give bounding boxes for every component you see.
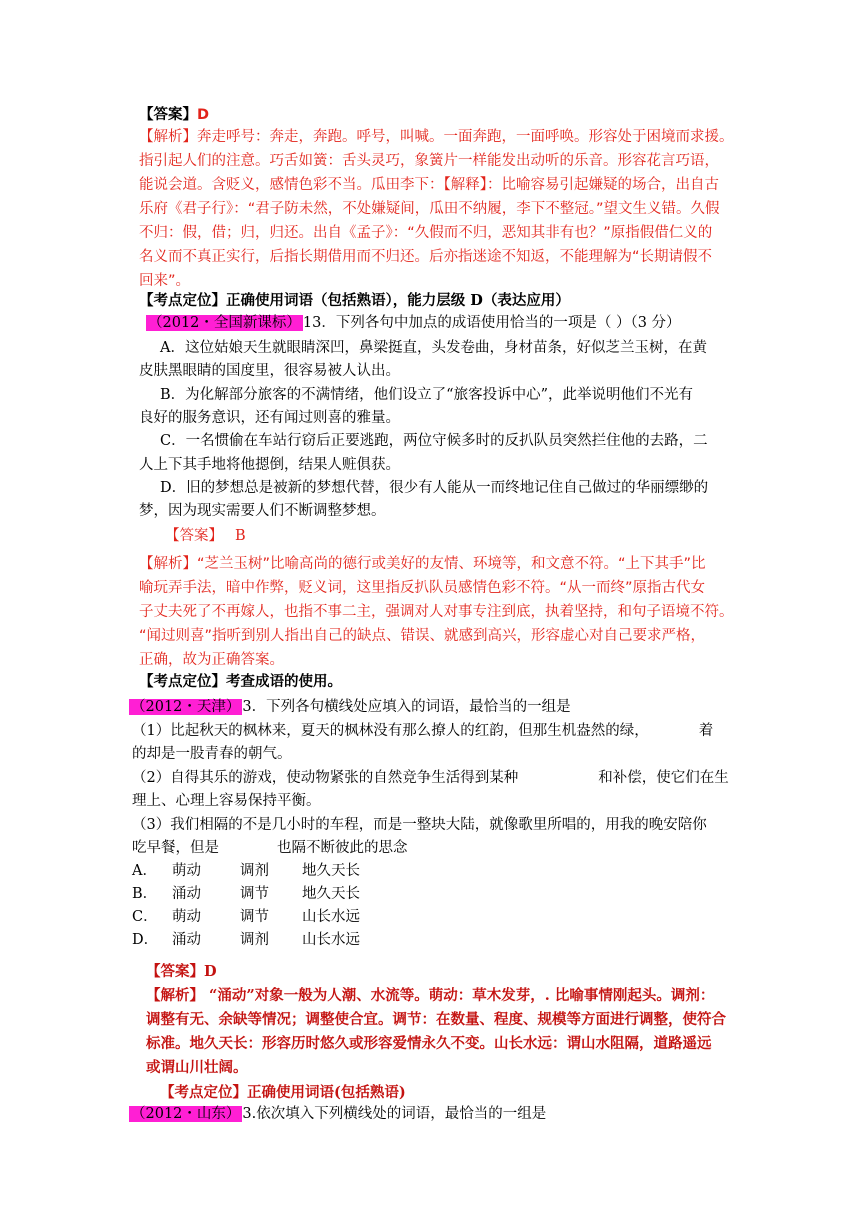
analysis-1-line-6: 名义而不真正实行，后指长期借用而不归还。后亦指迷途不知返，不能理解为“长期请假不 [139,249,713,265]
q3tj-answer: 【答案】D [146,963,217,980]
choice-letter: C． [132,909,158,925]
q3tj-stem: 3．下列各句横线处应填入的词语，最恰当的一组是 [242,699,571,715]
q13-option-d-cont: 梦，因为现实需要人们不断调整梦想。 [139,503,386,519]
answer-label: 【答案】 [139,106,197,123]
q3tj-choice-c [132,907,360,927]
choice-word-2: 调剂 [240,932,269,948]
q13-kaodian [139,672,342,692]
analysis-1-line-2: 指引起人们的注意。巧舌如簧：舌头灵巧，象簧片一样能发出动听的乐音。形容花言巧语， [139,153,719,169]
q3tj-stem-line [129,697,571,717]
q3tj-sentence-3-cont [132,838,408,858]
q3tj-choice-b [132,884,360,904]
choice-word-3: 地久天长 [302,863,360,879]
q3tj-analysis-line-1: 【解析】 “涌动”对象一般为人潮、水流等。萌动：草木发芽，. 比喻事情刚起头。调剂： [146,987,715,1004]
q3tj-sentence-3: （3）我们相隔的不是几小时的车程，而是一整块大陆，就像歌里所唱的，用我的晚安陪你 [132,817,707,833]
q13-kaodian-text: 【考点定位】考查成语的使用。 [139,673,342,690]
analysis-1-line-5: 不归：假，借；归，归还。出自《孟子》：“久假而不归，恶知其非有也？”原指假借仁义的 [139,225,713,241]
analysis-1-line-3: 能说会道。含贬义，感情色彩不当。瓜田李下：【解释】：比喻容易引起嫌疑的场合，出自古 [139,177,719,193]
q3tj-s2-part2: 和补偿，使它们在生 [598,770,729,786]
q3tj-choice-d [132,930,360,950]
q13-analysis-line-3: 子丈夫死了不再嫁人，也指不事二主，强调对人对事专注到底，执着坚持，和句子语境不符。 [139,604,734,620]
analysis-1-line-1: 【解析】奔走呼号：奔走，奔跑。呼号，叫喊。一面奔跑，一面呼唤。形容处于困境而求援。 [139,129,734,145]
q3sd-source-tag: （2012・山东） [131,1106,241,1122]
choice-word-3: 山长水远 [302,909,360,925]
q3tj-kaodian: 【考点定位】正确使用词语(包括熟语) [160,1084,406,1101]
q13-stem-line [146,313,681,333]
choice-word-2: 调节 [240,909,269,925]
q13-stem: 13．下列各句中加点的成语使用恰当的一项是（ ）（3 分） [302,315,681,331]
q13-analysis-line-1: 【解析】“芝兰玉树”比喻高尚的德行或美好的友情、环境等，和文意不符。“上下其手”比 [139,556,706,572]
q13-option-d: D．旧的梦想总是被新的梦想代替，很少有人能从一而终地记住自己做过的华丽缥缈的 [160,480,709,496]
q3tj-sentence-1 [132,721,713,741]
q3tj-s1-part1: （1）比起秋天的枫林来，夏天的枫林没有那么撩人的红韵，但那生机盎然的绿， [132,723,649,739]
q13-option-c-cont: 人上下其手地将他摁倒，结果人赃俱获。 [139,457,400,473]
q3tj-analysis-line-3: 标准。地久天长：形容历时悠久或形容爱情永久不变。山长水远：谓山水阻隔，道路遥远 [146,1035,712,1052]
q13-option-b-cont: 良好的服务意识，还有闻过则喜的雅量。 [139,410,400,426]
q3tj-s3-part1: 吃早餐，但是 [132,840,219,856]
q3tj-analysis-line-4: 或谓山川壮阔。 [146,1059,248,1076]
answer-line-1 [139,105,209,125]
choice-word-1: 萌动 [172,909,201,925]
q13-option-a: A．这位姑娘天生就眼睛深凹，鼻梁挺直，头发卷曲，身材苗条，好似芝兰玉树，在黄 [160,340,707,356]
choice-letter: A． [132,863,157,879]
choice-word-3: 地久天长 [302,886,360,902]
analysis-1-line-4: 乐府《君子行》：“君子防未然，不处嫌疑间，瓜田不纳履，李下不整冠。”望文生义错。久假 [139,201,720,217]
q3sd-stem-line [129,1104,546,1124]
q3tj-s1-part2: 着 [698,723,714,739]
q13-analysis-line-2: 喻玩弄手法，暗中作弊，贬义词，这里指反扒队员感情色彩不符。“从一而终”原指古代女 [139,580,706,596]
q3tj-sentence-2 [132,768,729,788]
q3tj-sentence-1-cont: 的却是一股青春的朝气。 [132,746,292,762]
choice-word-3: 山长水远 [302,932,360,948]
q13-analysis-line-4: “闻过则喜”指听到别人指出自己的缺点、错误、就感到高兴，形容虚心对自己要求严格， [139,628,706,644]
choice-letter: D． [132,932,159,948]
q3tj-analysis-line-2: 调整有无、余缺等情况；调整使合宜。调节：在数量、程度、规模等方面进行调整，使符合 [146,1011,726,1028]
q3tj-s2-part1: （2）自得其乐的游戏，使动物紧张的自然竞争生活得到某种 [132,770,519,786]
q13-answer-value: B [235,528,246,544]
q13-option-a-cont: 皮肤黑眼睛的国度里，很容易被人认出。 [139,363,400,379]
q3tj-choice-a [132,861,360,881]
analysis-1-line-7: 回来”。 [139,273,191,289]
q3tj-s3-part2: 也隔不断彼此的思念 [277,840,408,856]
q13-option-c: C．一名惯偷在车站行窃后正要逃跑，两位守候多时的反扒队员突然拦住他的去路，二 [160,433,708,449]
q13-answer-label: 【答案】 [165,528,223,544]
q13-source-tag: （2012・全国新课标） [148,315,301,331]
answer-value: D [197,107,210,123]
choice-word-1: 萌动 [172,863,201,879]
choice-word-1: 涌动 [172,886,201,902]
q13-answer [165,526,246,546]
q13-analysis-line-5: 正确，故为正确答案。 [139,652,284,668]
choice-letter: B． [132,886,158,902]
q3sd-stem: 3.依次填入下列横线处的词语，最恰当的一组是 [242,1106,547,1122]
q3tj-source-tag: （2012・天津） [131,699,241,715]
q13-option-b: B．为化解部分旅客的不满情绪，他们设立了“旅客投诉中心”，此举说明他们不光有 [160,387,693,403]
q3tj-sentence-2-cont: 理上、心理上容易保持平衡。 [132,793,321,809]
kaodian-1: 【考点定位】正确使用词语（包括熟语），能力层级 D（表达应用） [139,292,570,309]
choice-word-2: 调剂 [240,863,269,879]
choice-word-2: 调节 [240,886,269,902]
choice-word-1: 涌动 [172,932,201,948]
